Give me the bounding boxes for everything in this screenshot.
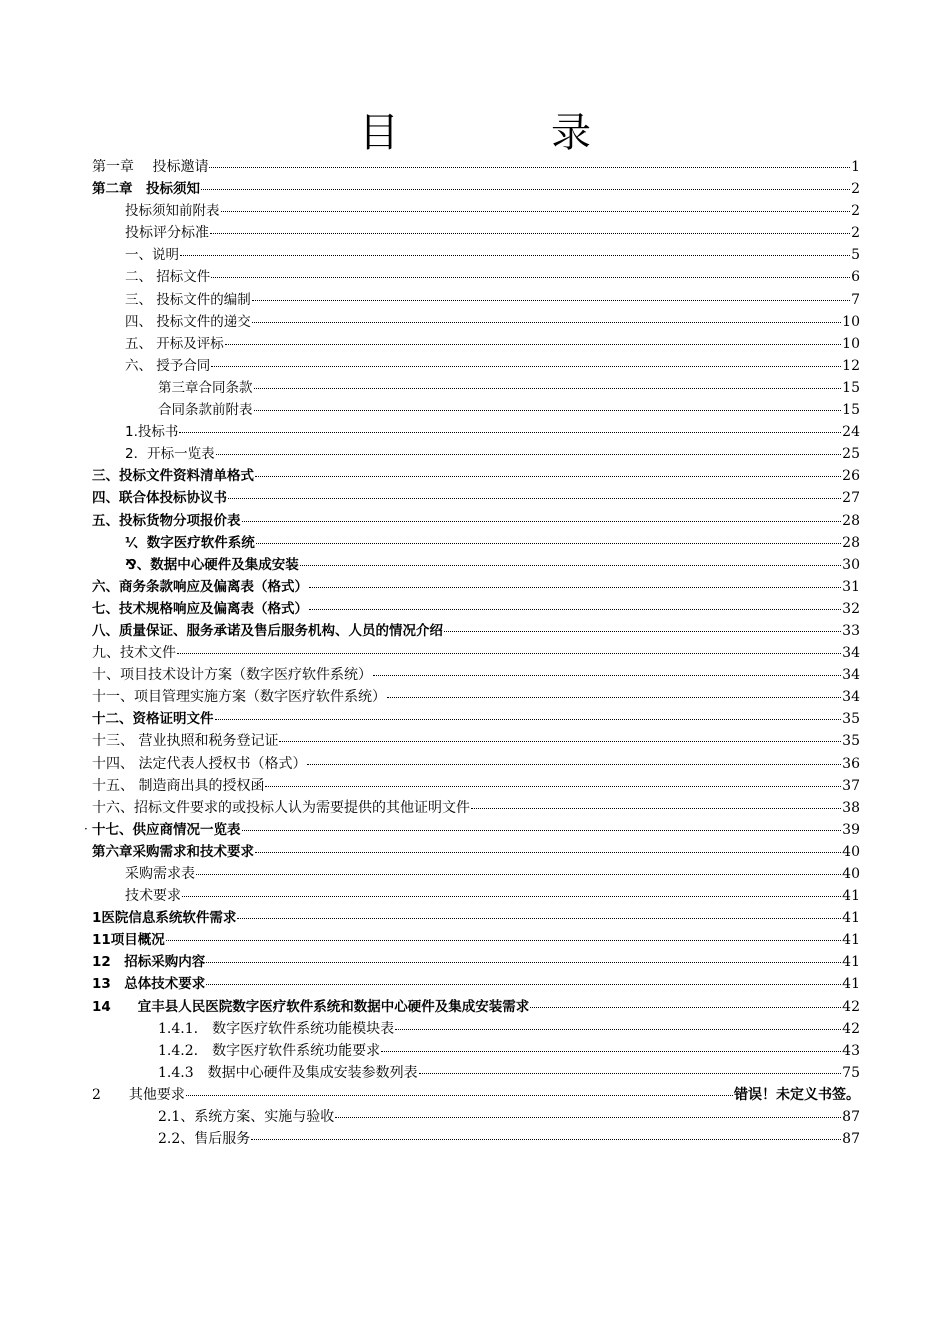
- toc-leader-dots: [381, 1051, 841, 1052]
- toc-leader-dots: [471, 808, 841, 809]
- toc-entry-label: 合同条款前附表: [158, 402, 253, 419]
- toc-entry-page-number: 2: [851, 203, 860, 220]
- toc-entry-page-number: 6: [851, 269, 860, 286]
- toc-entry-page-number: 42: [842, 1020, 860, 1037]
- toc-entry-label: 十二、资格证明文件: [92, 711, 214, 728]
- toc-leader-dots: [444, 631, 841, 632]
- toc-entry[interactable]: [92, 399, 860, 421]
- toc-entry-label: 1医院信息系统软件需求: [92, 910, 237, 927]
- toc-entry-label: ⅋、数据中心硬件及集成安装: [125, 556, 299, 573]
- toc-leader-dots: [252, 300, 850, 301]
- toc-entry[interactable]: [92, 708, 860, 730]
- toc-entry[interactable]: [92, 819, 860, 841]
- toc-entry[interactable]: [92, 1128, 860, 1150]
- toc-entry-page-number: 10: [842, 335, 860, 352]
- toc-entry-page-number: 34: [842, 689, 860, 706]
- toc-entry-page-number: 41: [842, 910, 860, 927]
- toc-entry-label: 2.2、售后服务: [158, 1131, 251, 1148]
- toc-entry-label: 采购需求表: [125, 866, 195, 882]
- toc-entry-label: 五、投标货物分项报价表: [92, 512, 241, 529]
- toc-entry[interactable]: [92, 377, 860, 399]
- toc-entry[interactable]: [92, 200, 860, 222]
- toc-entry[interactable]: [92, 686, 860, 708]
- toc-entry-label: 技术要求: [125, 888, 181, 905]
- toc-entry-page-number: 26: [842, 468, 860, 485]
- toc-entry[interactable]: [92, 664, 860, 686]
- toc-entry-label: 一、说明: [125, 247, 179, 264]
- toc-entry[interactable]: [92, 156, 860, 178]
- toc-entry-page-number: 2: [851, 181, 860, 198]
- toc-entry-label: 十五、 制造商出具的授权函: [92, 777, 265, 794]
- toc-entry-page-number: 75: [842, 1064, 860, 1081]
- toc-leader-dots: [215, 719, 842, 720]
- toc-entry-label: 2 其他要求: [92, 1086, 185, 1103]
- toc-entry[interactable]: [92, 266, 860, 288]
- toc-entry-label: 11项目概况: [92, 932, 165, 949]
- toc-entry-page-number: 30: [842, 556, 860, 573]
- toc-entry-page-number: 15: [842, 402, 860, 419]
- toc-entry-label: 九、技术文件: [92, 645, 176, 662]
- toc-entry[interactable]: [92, 929, 860, 951]
- toc-entry-page-number: 41: [842, 954, 860, 971]
- toc-leader-dots: [252, 322, 841, 323]
- toc-entry-label: 十一、项目管理实施方案（数字医疗软件系统）: [92, 689, 386, 706]
- toc-entry-page-number: 42: [842, 998, 860, 1015]
- toc-entry[interactable]: [92, 1106, 860, 1128]
- toc-entry[interactable]: [92, 289, 860, 311]
- toc-leader-dots: [395, 1029, 841, 1030]
- toc-entry[interactable]: [92, 554, 860, 576]
- toc-leader-dots: [166, 940, 841, 941]
- toc-leader-dots: [256, 543, 841, 544]
- toc-entry-label: 五、 开标及评标: [125, 335, 224, 352]
- toc-leader-dots: [179, 432, 841, 433]
- toc-leader-dots: [182, 896, 841, 897]
- toc-entry-page-number: 12: [842, 357, 860, 374]
- toc-entry-label: 14 宜丰县人民医院数字医疗软件系统和数据中心硬件及集成安装需求: [92, 998, 530, 1015]
- toc-entry-label: 第二章 投标须知: [92, 181, 200, 198]
- stray-dot: ·: [84, 822, 88, 836]
- toc-entry-page-number: 32: [842, 600, 860, 617]
- toc-entry-label: 十三、 营业执照和税务登记证: [92, 733, 279, 750]
- toc-entry[interactable]: [92, 1018, 860, 1040]
- toc-leader-dots: [180, 255, 850, 256]
- toc-entry-page-number: 87: [842, 1131, 860, 1148]
- toc-entry[interactable]: [92, 487, 860, 509]
- toc-leader-dots: [419, 1073, 842, 1074]
- toc-entry-page-number: 2: [851, 225, 860, 242]
- toc-entry[interactable]: [92, 421, 860, 443]
- toc-entry-page-number: 35: [842, 711, 860, 728]
- toc-entry[interactable]: [92, 465, 860, 487]
- toc-entry-label: 七、技术规格响应及偏离表（格式）: [92, 600, 308, 617]
- toc-entry[interactable]: [92, 951, 860, 973]
- toc-entry-page-number: 39: [842, 821, 860, 838]
- toc-entry-page-number: 41: [842, 888, 860, 905]
- toc-entry-label: 十七、供应商情况一览表: [92, 821, 241, 838]
- toc-entry-page-number: 7: [851, 291, 860, 308]
- toc-entry-page-number: 40: [842, 866, 860, 882]
- toc-entry-page-number: 24: [842, 424, 860, 441]
- toc-entry-label: 投标须知前附表: [125, 203, 220, 220]
- toc-entry[interactable]: [92, 178, 860, 200]
- toc-entry[interactable]: [92, 355, 860, 377]
- toc-entry[interactable]: [92, 598, 860, 620]
- toc-leader-dots: [177, 653, 841, 654]
- toc-entry[interactable]: [92, 996, 860, 1018]
- toc-entry-label: 13 总体技术要求: [92, 976, 206, 993]
- toc-entry-page-number: 33: [842, 622, 860, 639]
- toc-entry-page-number: 10: [842, 313, 860, 330]
- toc-entry[interactable]: [92, 885, 860, 907]
- toc-entry-page-number: 34: [842, 645, 860, 662]
- toc-leader-dots: [209, 167, 850, 168]
- toc-entry-label: 十、项目技术设计方案（数字医疗软件系统）: [92, 667, 372, 684]
- toc-entry[interactable]: [92, 863, 860, 885]
- toc-entry-label: 1.4.1. 数字医疗软件系统功能模块表: [158, 1020, 395, 1037]
- toc-entry[interactable]: [92, 333, 860, 355]
- toc-entry[interactable]: [92, 1084, 860, 1106]
- toc-entry-page-number: 41: [842, 932, 860, 949]
- toc-entry[interactable]: [92, 753, 860, 775]
- toc-leader-dots: [206, 984, 841, 985]
- toc-entry-label: 四、 投标文件的递交: [125, 313, 251, 330]
- toc-entry-page-number: 15: [842, 379, 860, 396]
- toc-entry-label: ⅟、数字医疗软件系统: [125, 534, 255, 551]
- toc-entry-page-number: 27: [842, 490, 860, 507]
- toc-entry-page-number: 25: [842, 446, 860, 463]
- toc-entry-page-number: 28: [842, 512, 860, 529]
- toc-entry-page-number: 37: [842, 777, 860, 794]
- toc-entry-label: 2.1、系统方案、实施与验收: [158, 1109, 335, 1126]
- toc-leader-dots: [211, 277, 850, 278]
- toc-entry-page-number: 43: [842, 1042, 860, 1059]
- toc-entry[interactable]: [92, 620, 860, 642]
- toc-leader-dots: [373, 675, 841, 676]
- toc-leader-dots: [309, 587, 841, 588]
- toc-entry-label: 12 招标采购内容: [92, 954, 206, 971]
- toc-entry-page-number: 5: [851, 247, 860, 264]
- toc-entry-page-number: 31: [842, 578, 860, 595]
- toc-leader-dots: [335, 1117, 841, 1118]
- toc-entry-label: 第一章 投标邀请: [92, 159, 209, 175]
- toc-leader-dots: [225, 344, 841, 345]
- toc-entry-label: 十四、 法定代表人授权书（格式）: [92, 755, 307, 772]
- toc-entry-label: 投标评分标准: [125, 225, 209, 242]
- toc-entry-label: 1.投标书: [125, 424, 179, 441]
- toc-leader-dots: [237, 918, 841, 919]
- table-of-contents: [92, 156, 860, 1150]
- toc-leader-dots: [228, 498, 841, 499]
- toc-entry-page-number: 1: [851, 159, 860, 175]
- toc-entry[interactable]: [92, 222, 860, 244]
- toc-entry-label: 2．开标一览表: [125, 446, 215, 463]
- toc-entry[interactable]: [92, 576, 860, 598]
- toc-entry[interactable]: [92, 642, 860, 664]
- toc-entry[interactable]: [92, 841, 860, 863]
- toc-entry[interactable]: [92, 244, 860, 266]
- toc-leader-dots: [279, 741, 841, 742]
- toc-leader-dots: [201, 189, 850, 190]
- toc-entry[interactable]: [92, 443, 860, 465]
- toc-leader-dots: [251, 1139, 841, 1140]
- toc-entry-label: 1.4.2. 数字医疗软件系统功能要求: [158, 1042, 381, 1059]
- toc-leader-dots: [307, 764, 841, 765]
- toc-leader-dots: [309, 609, 841, 610]
- toc-entry-page-number: 28: [842, 534, 860, 551]
- toc-entry-label: 1.4.3 数据中心硬件及集成安装参数列表: [158, 1064, 418, 1081]
- toc-leader-dots: [216, 454, 842, 455]
- toc-entry-page-number: 40: [842, 843, 860, 860]
- toc-leader-dots: [255, 852, 841, 853]
- toc-leader-dots: [530, 1007, 841, 1008]
- toc-title: 目 录: [359, 110, 647, 156]
- toc-entry-page-number: 87: [842, 1109, 860, 1126]
- toc-entry-label: 第三章合同条款: [158, 379, 253, 396]
- toc-leader-dots: [242, 521, 842, 522]
- toc-leader-dots: [255, 476, 841, 477]
- toc-leader-dots: [242, 830, 842, 831]
- toc-entry-label: 二、 招标文件: [125, 269, 211, 286]
- toc-leader-dots: [300, 565, 841, 566]
- toc-entry-label: 八、质量保证、服务承诺及售后服务机构、人员的情况介绍: [92, 622, 443, 639]
- toc-entry-label: 六、 授予合同: [125, 357, 211, 374]
- toc-entry[interactable]: [92, 311, 860, 333]
- toc-leader-dots: [196, 874, 841, 875]
- toc-entry-label: 三、 投标文件的编制: [125, 291, 251, 308]
- toc-entry-page-number: 38: [842, 799, 860, 816]
- toc-entry-label: 三、投标文件资料清单格式: [92, 468, 254, 485]
- toc-entry-label: 六、商务条款响应及偏离表（格式）: [92, 578, 308, 595]
- toc-leader-dots: [265, 786, 841, 787]
- toc-leader-dots: [221, 211, 851, 212]
- toc-entry[interactable]: [92, 797, 860, 819]
- toc-entry[interactable]: [92, 532, 860, 554]
- toc-entry[interactable]: [92, 510, 860, 532]
- toc-leader-dots: [254, 410, 842, 411]
- toc-leader-dots: [254, 388, 842, 389]
- toc-entry[interactable]: [92, 973, 860, 995]
- toc-entry-page-number: 35: [842, 733, 860, 750]
- toc-entry-label: 四、联合体投标协议书: [92, 490, 227, 507]
- toc-entry[interactable]: [92, 1062, 860, 1084]
- toc-entry-page-number: 错误！未定义书签。: [734, 1086, 860, 1103]
- toc-leader-dots: [211, 366, 841, 367]
- toc-leader-dots: [206, 962, 841, 963]
- toc-leader-dots: [186, 1095, 733, 1096]
- toc-entry[interactable]: [92, 775, 860, 797]
- toc-leader-dots: [210, 233, 850, 234]
- toc-entry[interactable]: [92, 1040, 860, 1062]
- toc-entry-page-number: 34: [842, 667, 860, 684]
- toc-entry[interactable]: [92, 907, 860, 929]
- toc-entry[interactable]: [92, 730, 860, 752]
- toc-entry-label: 十六、招标文件要求的或投标人认为需要提供的其他证明文件: [92, 799, 470, 816]
- toc-entry-page-number: 36: [842, 755, 860, 772]
- toc-entry-label: 第六章采购需求和技术要求: [92, 843, 254, 860]
- toc-leader-dots: [387, 697, 841, 698]
- toc-entry-page-number: 41: [842, 976, 860, 993]
